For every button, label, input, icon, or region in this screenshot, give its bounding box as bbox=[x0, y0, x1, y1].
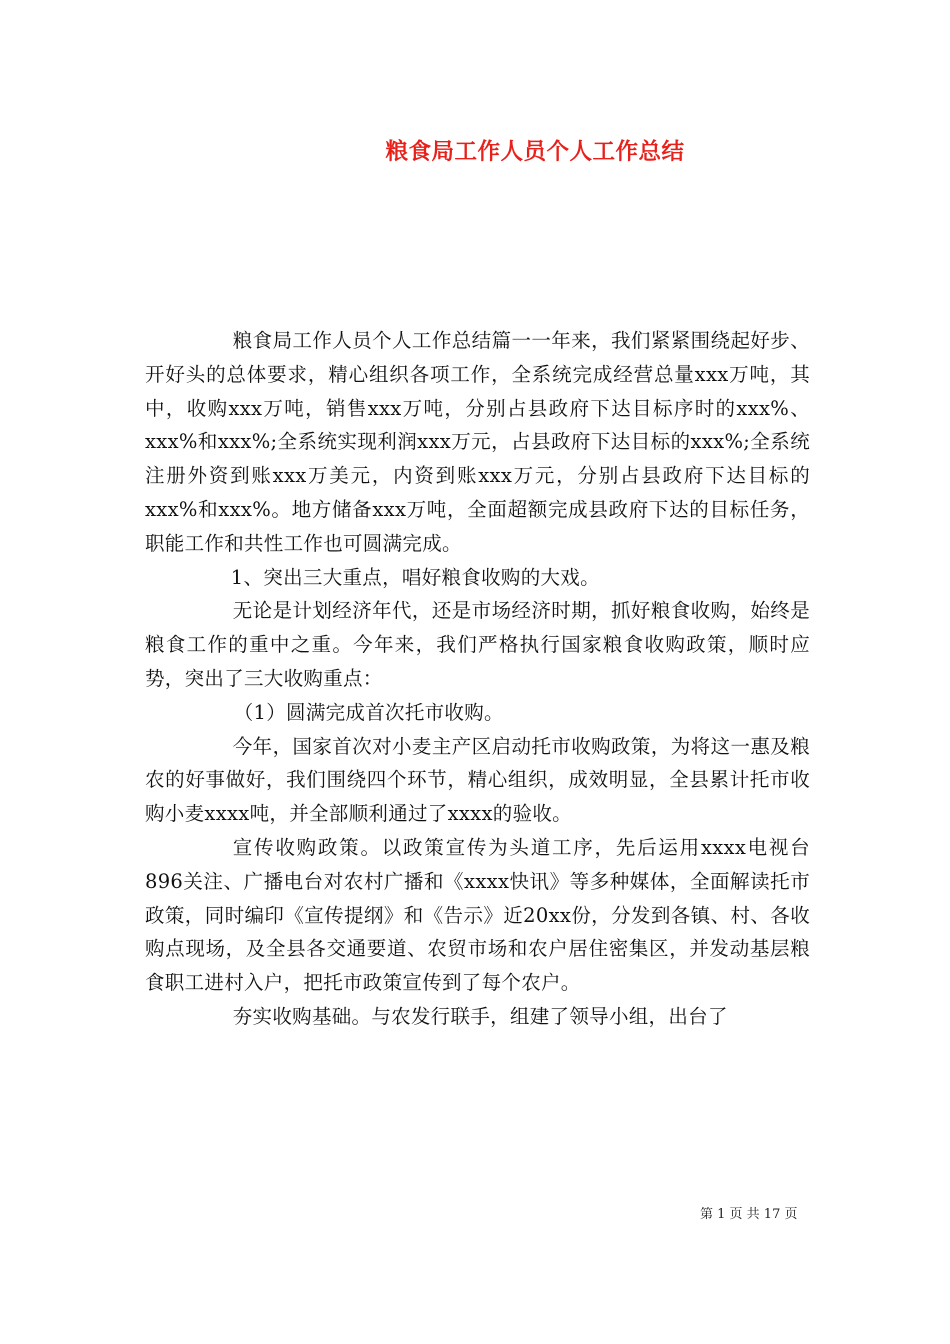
paragraph-support-purchase: 今年，国家首次对小麦主产区启动托市收购政策，为将这一惠及粮农的好事做好，我们围绕四个环节，精心组织，成效明显，全县累计托市收购小麦xxxx吨，并全部顺利通过了xxxx的验收。 bbox=[145, 734, 810, 826]
document-body bbox=[145, 324, 810, 1034]
document-title: 粮食局工作人员个人工作总结 bbox=[385, 139, 685, 165]
paragraph-publicity: 宣传收购政策。以政策宣传为头道工序，先后运用xxxx电视台896关注、广播电台对农村广播和《xxxx快讯》等多种媒体，全面解读托市政策，同时编印《宣传提纲》和《告示》近20xx份，分发到各镇、村、各收购点现场，及全县各交通要道、农贸市场和农户居住密集区，并发动基层粮食职工进村入户，把托市政策宣传到了每个农户。 bbox=[145, 835, 810, 995]
page-number: 第 1 页 共 17 页 bbox=[700, 1207, 798, 1222]
section-heading-1: 1、突出三大重点，唱好粮食收购的大戏。 bbox=[230, 565, 600, 589]
paragraph-purchase: 无论是计划经济年代，还是市场经济时期，抓好粮食收购，始终是粮食工作的重中之重。今年来，我们严格执行国家粮食收购政策，顺时应势，突出了三大收购重点： bbox=[145, 599, 810, 690]
paragraph-intro: 粮食局工作人员个人工作总结篇一一年来，我们紧紧围绕起好步、开好头的总体要求，精心组织各项工作，全系统完成经营总量xxx万吨，其中，收购xxx万吨，销售xxx万吨，分别占县政府下达目标序时的xxx%、xxx%和xxx%;全系统实现利润xxx万元，占县政府下达目标的xxx%;全系统注册外资到账xxx万美元，内资到账xxx万元，分别占县政府下达目标的xxx%和xxx%。地方储备xxx万吨，全面超额完成县政府下达的目标任务，职能工作和共性工作也可圆满完成。 bbox=[145, 329, 810, 555]
paragraph-foundation: 夯实收购基础。与农发行联手，组建了领导小组，出台了 bbox=[232, 1004, 728, 1028]
subsection-heading-1: （1）圆满完成首次托市收购。 bbox=[233, 700, 504, 724]
